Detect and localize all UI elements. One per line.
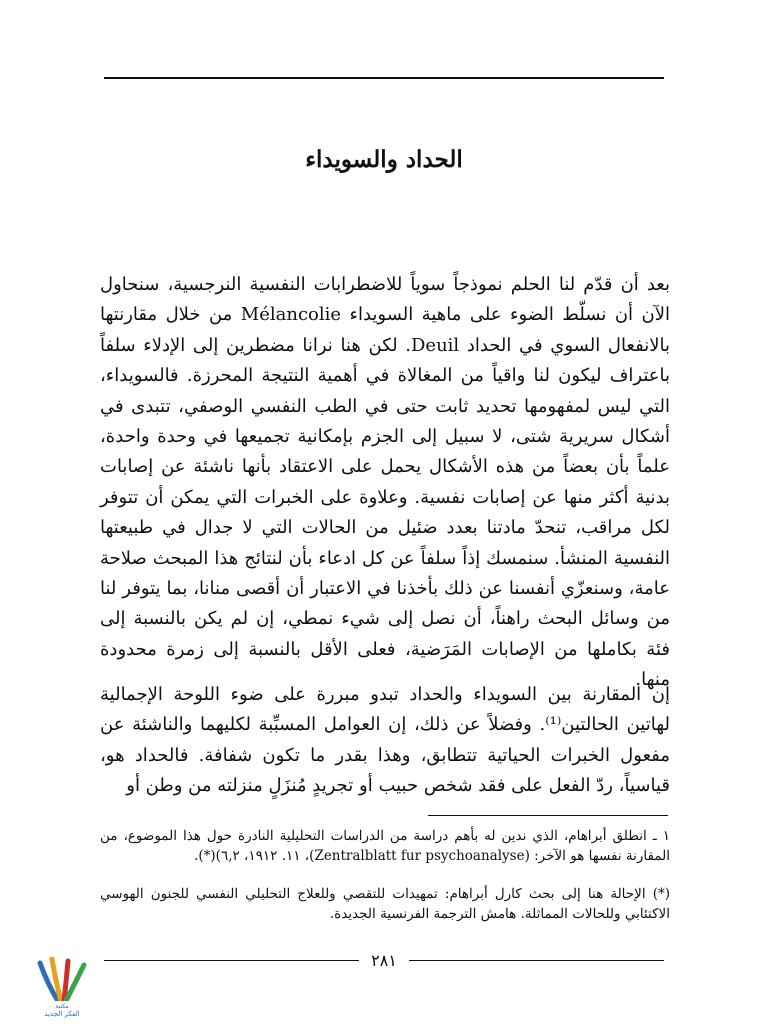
chapter-title: الحداد والسويداء [305,146,463,173]
publisher-logo [30,957,94,1019]
body-paragraph-1: بعد أن قدّم لنا الحلم نموذجاً سوياً للاضطرابات النفسية النرجسية، سنحاول الآن أن نسلّط الضوء على ماهية السويداء Mélancolie من خلال مقارنتها بالانفعال السوي في الحداد Deuil. لكن هنا نرانا مضطرين إلى الإدلاء سلفاً باعتراف ليكون لنا واقياً من المغالاة في أهمية النتيجة المحرزة. فالسويداء، التي ليس لمفهومها تحديد ثابت حتى في الطب النفسي الوصفي، تتبدى في أشكال سريرية شتى، لا سبيل إلى الجزم بإمكانية تجميعها في وحدة واحدة، علماً بأن بعضاً من هذه الأشكال يحمل على الاعتقاد بأنها ناشئة عن إصابات بدنية أكثر منها عن إصابات نفسية. وعلاوة على الخبرات التي يمكن أن تتوفر لكل مراقب، تنحدّ مادتنا بعدد ضئيل من الحالات التي لا جدال في طبيعتها النفسية المنشأ. سنمسك إذاً سلفاً عن كل ادعاء بأن لنتائج هذا المبحث صلاحة عامة، وسنعزّي أنفسنا عن ذلك بأخذنا في الاعتبار أن أقصى منانا، بما يتوفر لنا من وسائل البحث راهناً، أن نصل إلى شيء نمطي، إن لم يكن بالنسبة إلى فئة بكاملها من الإصابات المَرَضية، فعلى الأقل بالنسبة إلى زمرة محدودة منها. [100,274,670,691]
page-footer [104,950,664,970]
footnote-1: ١ ـ انطلق أبراهام، الذي ندين له بأهم دراسة من الدراسات التحليلية النادرة حول هذا الموضوع، من المقارنة نفسها هو الآخر: (Zentralblatt fur psychoanalyse)، ١١. ١٩١٢، ٦,٢)(*). [100,828,670,864]
svg-text:مكتبة: مكتبة [55,1003,69,1010]
body-paragraph-2: إن المقارنة بين السويداء والحداد تبدو مبررة على ضوء اللوحة الإجمالية لهاتين الحالتين⁽¹⁾. وفضلاً عن ذلك، إن العوامل المسبِّبة لكليهما والناشئة عن مفعول الخبرات الحياتية تتطابق، وهذا بقدر ما تكون شفافة. فالحداد هو، قياسياً، ردّ الفعل على فقد شخص حبيب أو تجريدٍ مُنزَلٍ منزلته من وطن أو [100,684,670,797]
footnote-separator [428,815,668,816]
page-number: ٢٨١ [371,950,397,970]
page-number-line-left [104,960,359,961]
top-rule [104,77,664,79]
footnote-2: (*) الإحالة هنا إلى بحث كارل أبراهام: تمهيدات للتقصي وللعلاج التحليلي النفسي للجنون الهوسي الاكتئابي وللحالات المماثلة. هامش الترجمة الفرنسية الجديدة. [100,886,670,922]
page-number-line-right [409,960,664,961]
svg-text:الفكر الجديد: الفكر الجديد [44,1010,80,1018]
